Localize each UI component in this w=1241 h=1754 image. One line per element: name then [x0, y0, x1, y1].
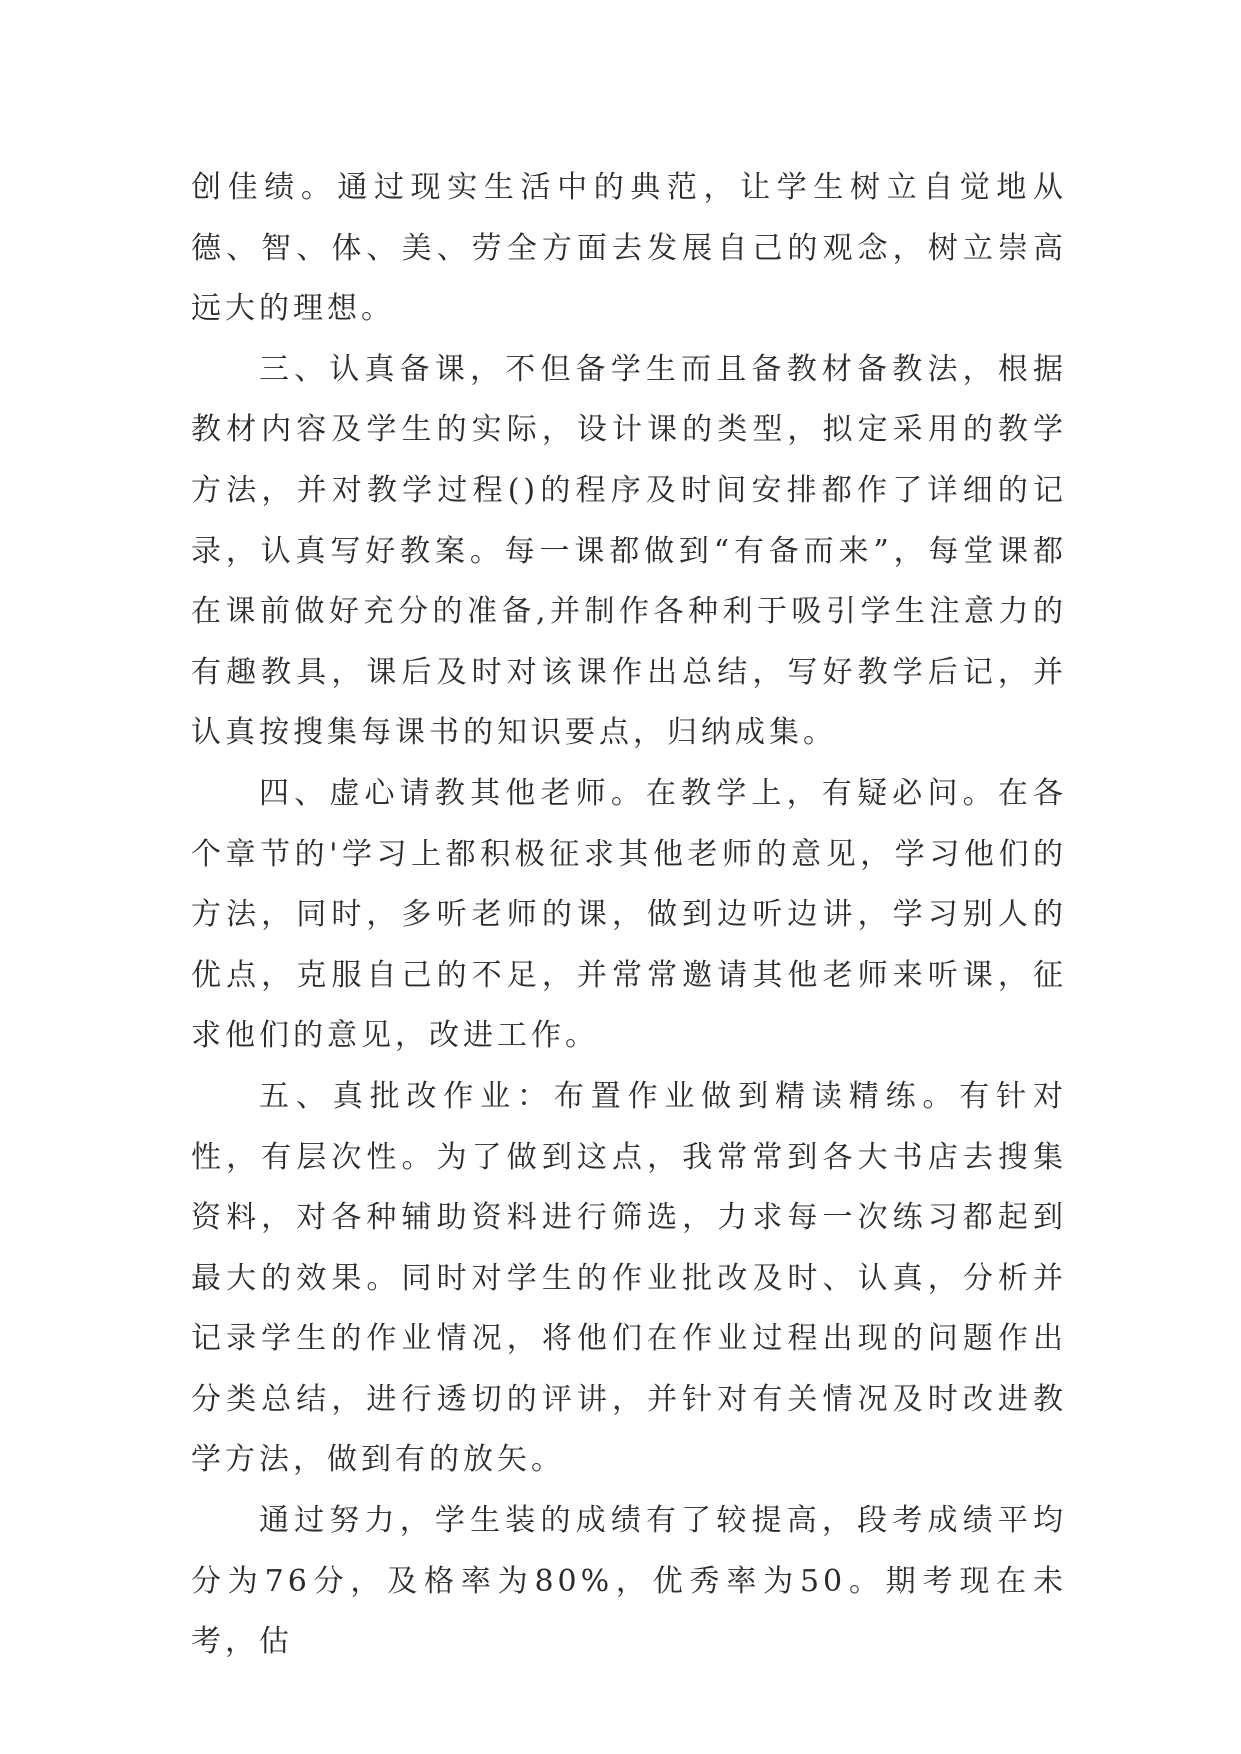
paragraph-results: 通过努力，学生装的成绩有了较提高，段考成绩平均分为76分，及格率为80%，优秀率为50。期考现在未考，估 — [191, 1503, 1067, 1660]
paragraph-homework-correction: 五、真批改作业：布置作业做到精读精练。有针对性，有层次性。为了做到这点，我常常到各大书店去搜集资料，对各种辅助资料进行筛选，力求每一次练习都起到最大的效果。同时对学生的作业批改及时、认真，分析并记录学生的作业情况，将他们在作业过程出现的问题作出分类总结，进行透切的评讲，并针对有关情况及时改进教学方法，做到有的放矢。 — [191, 1078, 1067, 1478]
paragraph-consult-teachers: 四、虚心请教其他老师。在教学上，有疑必问。在各个章节的'学习上都积极征求其他老师的意见，学习他们的方法，同时，多听老师的课，做到边听边讲，学习别人的优点，克服自己的不足，并常常邀请其他老师来听课，征求他们的意见，改进工作。 — [191, 775, 1067, 1054]
paragraph-continuation: 创佳绩。通过现实生活中的典范，让学生树立自觉地从德、智、体、美、劳全方面去发展自己的观念，树立崇高远大的理想。 — [191, 170, 1067, 327]
paragraph-lesson-preparation: 三、认真备课，不但备学生而且备教材备教法，根据教材内容及学生的实际，设计课的类型，拟定采用的教学方法，并对教学过程()的程序及时间安排都作了详细的记录，认真写好教案。每一课都做到“有备而来”，每堂课都在课前做好充分的准备,并制作各种利于吸引学生注意力的有趣教具，课后及时对该课作出总结，写好教学后记，并认真按搜集每课书的知识要点，归纳成集。 — [191, 351, 1067, 751]
document-body — [191, 158, 1067, 1673]
